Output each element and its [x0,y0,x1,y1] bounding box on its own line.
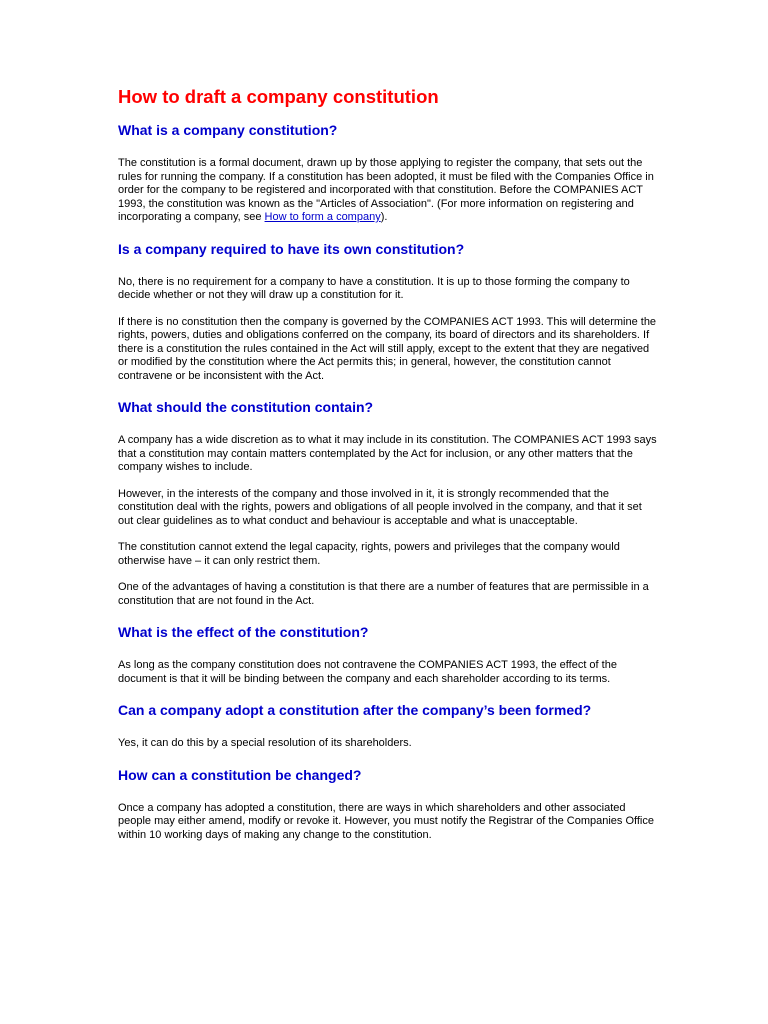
paragraph-text: The constitution is a formal document, drawn up by those applying to register the company, that sets out the rules for running the company. If a constitution has been adopted, it must be filed with the Companies Office in order for the company to be registered and incorporated with that constitution. Before the COMPANIES ACT 1993, the constitution was known as the "Articles of Association". (For more information on registering and incorporating a company, see [118,157,654,223]
document-title: How to draft a company constitution [118,86,439,107]
section-paragraph [118,157,658,225]
section-paragraph: Yes, it can do this by a special resolution of its shareholders. [118,737,412,749]
section-heading: How can a constitution be changed? [118,766,362,783]
section-heading: What should the constitution contain? [118,399,374,415]
section-paragraph: Once a company has adopted a constitution, there are ways in which shareholders and other associated people may either amend, modify or revoke it. However, you must notify the Registrar of the Companies Office within 10 working days of making any change to the constitution. [118,801,654,841]
section-paragraph: As long as the company constitution does not contravene the COMPANIES ACT 1993, the effect of the document is that it will be binding between the company and each shareholder according to its terms. [118,659,617,685]
paragraph-text: ). [380,211,388,223]
section-paragraph: A company has a wide discretion as to what it may include in its constitution. The COMPANIES ACT 1993 says that a constitution may contain matters contemplated by the Act for inclusion, or any other matters that the company wishes to include. [118,434,657,473]
section-heading: Can a company adopt a constitution after the company’s been formed? [118,702,592,718]
section-what-is-constitution [118,122,658,225]
section-paragraph: No, there is no requirement for a company to have a constitution. It is up to those forming the company to decide whether or not they will draw up a constitution for it. [118,275,630,301]
section-paragraph: The constitution cannot extend the legal capacity, rights, powers and privileges that the company would otherwise have – it can only restrict them. [118,541,620,567]
section-paragraph: One of the advantages of having a constitution is that there are a number of features that are permissible in a constitution that are not found in the Act. [118,581,649,607]
section-heading: What is a company constitution? [118,122,338,138]
section-paragraph: If there is no constitution then the company is governed by the COMPANIES ACT 1993. This will determine the rights, powers, duties and obligations conferred on the company, its board of directors and its shareholders. If there is a constitution the rules contained in the Act will still apply, except to the extent that they are negatived or modified by the constitution where the Act permits this; in general, however, the constitution cannot contravene or be inconsistent with the Act. [118,315,657,382]
section-required-constitution [118,241,658,384]
section-paragraph: However, in the interests of the company and those involved in it, it is strongly recommended that the constitution deal with the rights, powers and obligations of all people involved in the company, and that it set out clear guidelines as to what conduct and behaviour is acceptable and what is unacceptable. [118,487,642,527]
section-constitution-contents [118,399,658,608]
section-change-constitution [118,767,658,843]
section-heading: Is a company required to have its own constitution? [118,240,465,257]
how-to-form-company-link[interactable]: How to form a company [264,211,381,223]
section-adopt-after-formed [118,702,658,751]
section-heading: What is the effect of the constitution? [118,624,369,640]
section-constitution-effect [118,624,658,686]
